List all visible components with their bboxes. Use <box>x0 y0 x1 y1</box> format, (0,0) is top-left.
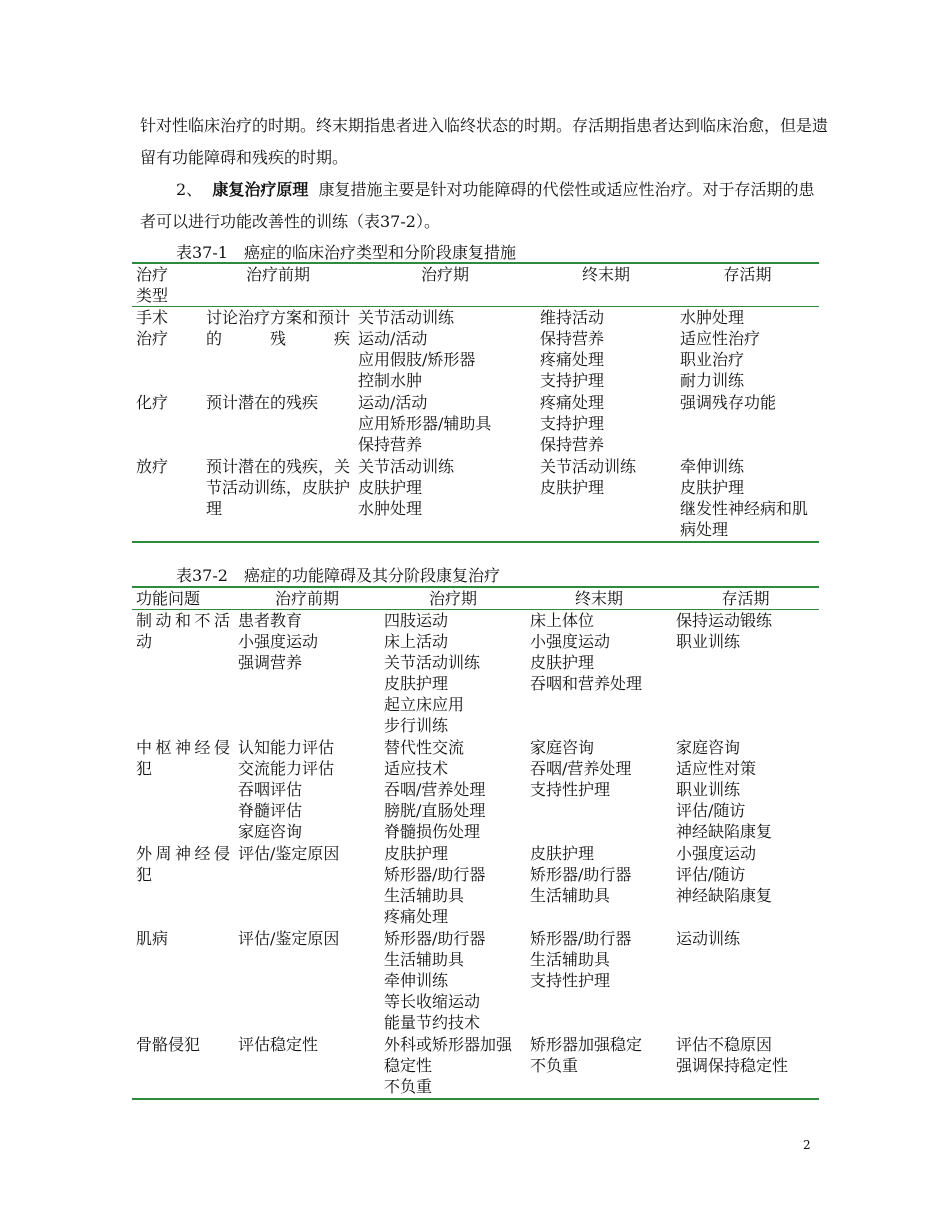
table-cell: 外周神经侵犯 <box>136 844 230 884</box>
table-row <box>132 392 819 456</box>
table-cell: 放疗 <box>136 457 169 476</box>
table2-header-row <box>132 587 819 610</box>
table-cell: 中枢神经侵犯 <box>136 738 230 778</box>
table-cell: 骨骼侵犯 <box>136 1035 201 1054</box>
table-cell: 评估不稳原因 强调保持稳定性 <box>676 1035 789 1075</box>
table-cell: 疼痛处理 支持护理 保持营养 <box>540 393 605 454</box>
table-cell: 化疗 <box>136 393 169 412</box>
table-cell: 水肿处理 适应性治疗 职业治疗 耐力训练 <box>680 308 761 390</box>
table-row <box>132 456 819 542</box>
table-cell: 患者教育 小强度运动 强调营养 <box>238 611 319 672</box>
table2-header-cell: 存活期 <box>672 587 819 610</box>
table-cell: 运动训练 <box>676 929 741 948</box>
table-cell: 替代性交流 适应技术 吞咽/营养处理 膀胱/直肠处理 脊髓损伤处理 <box>384 738 486 841</box>
table-cell: 家庭咨询 吞咽/营养处理 支持性护理 <box>530 738 632 799</box>
table-cell: 关节活动训练 皮肤护理 <box>540 457 637 497</box>
table-cell: 床上体位 小强度运动 皮肤护理 吞咽和营养处理 <box>530 611 643 693</box>
table1-header-cell: 治疗 类型 <box>132 263 202 307</box>
table1-header-cell: 治疗前期 <box>202 263 354 307</box>
table-cell: 强调残存功能 <box>680 393 777 412</box>
table-cell: 预计潜在的残疾，关节活动训练，皮肤护理 <box>206 457 351 518</box>
table-row <box>132 307 819 393</box>
table2-header-cell: 功能问题 <box>132 587 234 610</box>
table1-caption: 表37-1 癌症的临床治疗类型和分阶段康复措施 <box>176 243 516 262</box>
table-cell: 家庭咨询 适应性对策 职业训练 评估/随访 神经缺陷康复 <box>676 738 773 841</box>
section-number: 2、 <box>176 180 203 199</box>
table2 <box>132 586 819 1100</box>
table-cell: 牵伸训练 皮肤护理 继发性神经病和肌病处理 <box>680 457 809 539</box>
table1-header-row <box>132 263 819 307</box>
table-cell: 制动和不活动 <box>136 611 230 651</box>
table-cell: 运动/活动 应用矫形器/辅助具 保持营养 <box>358 393 492 454</box>
table-cell: 矫形器/助行器 生活辅助具 支持性护理 <box>530 929 632 990</box>
table-row <box>132 843 819 928</box>
table-row <box>132 610 819 738</box>
table1-header-cell: 终末期 <box>536 263 676 307</box>
table-cell: 手术 治疗 <box>136 308 169 348</box>
table-cell: 关节活动训练 运动/活动 应用假肢/矫形器 控制水肿 <box>358 308 476 390</box>
table-cell: 外科或矫形器加强稳定性 不负重 <box>384 1035 513 1096</box>
table2-caption: 表37-2 癌症的功能障碍及其分阶段康复治疗 <box>176 566 500 585</box>
table-row <box>132 1034 819 1099</box>
section-text: 康复措施主要是针对功能障碍的代偿性或适应性治疗。对于存活期的患者可以进行功能改善性的训练（表37-2）。 <box>140 180 815 231</box>
table-cell: 关节活动训练 皮肤护理 水肿处理 <box>358 457 455 518</box>
paragraph-continuation: 针对性临床治疗的时期。终末期指患者进入临终状态的时期。存活期指患者达到临床治愈，但是遗留有功能障碍和残疾的时期。 <box>140 116 829 167</box>
table-cell: 矫形器/助行器 生活辅助具 牵伸训练 等长收缩运动 能量节约技术 <box>384 929 486 1032</box>
table-row <box>132 928 819 1034</box>
table-cell: 评估稳定性 <box>238 1035 319 1054</box>
table-cell: 评估/鉴定原因 <box>238 844 340 863</box>
table1 <box>132 262 819 543</box>
table-cell: 预计潜在的残疾 <box>206 393 319 412</box>
page-number: 2 <box>803 1138 811 1152</box>
table-cell: 评估/鉴定原因 <box>238 929 340 948</box>
section-heading: 康复治疗原理 <box>212 180 309 199</box>
table-cell: 认知能力评估 交流能力评估 吞咽评估 脊髓评估 家庭咨询 <box>238 738 335 841</box>
table2-header-cell: 终末期 <box>526 587 672 610</box>
table2-header-cell: 治疗期 <box>380 587 526 610</box>
table-cell: 维持活动 保持营养 疼痛处理 支持护理 <box>540 308 605 390</box>
table-cell: 讨论治疗方案和预计的残疾 <box>206 308 351 348</box>
table1-header-cell: 治疗期 <box>354 263 536 307</box>
paragraph-rehab-principle <box>140 174 830 238</box>
table-cell: 小强度运动 评估/随访 神经缺陷康复 <box>676 844 773 905</box>
table-cell: 肌病 <box>136 929 169 948</box>
table-cell: 皮肤护理 矫形器/助行器 生活辅助具 <box>530 844 632 905</box>
table1-header-cell: 存活期 <box>676 263 819 307</box>
table-cell: 保持运动锻练 职业训练 <box>676 611 773 651</box>
table-cell: 皮肤护理 矫形器/助行器 生活辅助具 疼痛处理 <box>384 844 486 926</box>
table-cell: 四肢运动 床上活动 关节活动训练 皮肤护理 起立床应用 步行训练 <box>384 611 481 735</box>
table2-header-cell: 治疗前期 <box>234 587 380 610</box>
table-cell: 矫形器加强稳定 不负重 <box>530 1035 643 1075</box>
table-row <box>132 737 819 843</box>
